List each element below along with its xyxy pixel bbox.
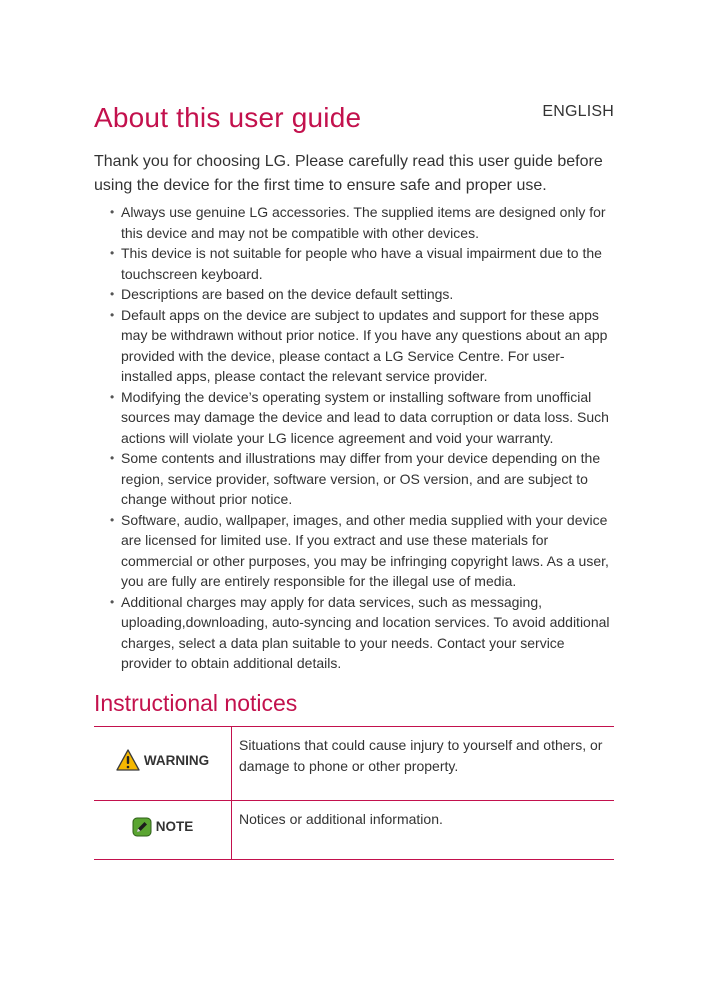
list-item: [94, 387, 614, 449]
list-item-text: Descriptions are based on the device default settings.: [121, 286, 454, 302]
list-item: [94, 202, 614, 243]
note-label: NOTE: [155, 819, 194, 835]
intro-paragraph: Thank you for choosing LG. Please carefully read this user guide before using the device for the first time to ensure safe and proper use.: [94, 153, 603, 194]
list-item: [94, 448, 614, 510]
warning-label-cell: [94, 726, 232, 800]
bullet-dot: •: [110, 287, 115, 301]
warning-description: Situations that could cause injury to yourself and others, or damage to phone or other property.: [232, 726, 615, 800]
language-label: ENGLISH: [542, 103, 614, 120]
guide-bullet-list: [94, 202, 614, 674]
list-item-text: This device is not suitable for people who have a visual impairment due to the touchscreen keyboard.: [121, 245, 602, 282]
bullet-dot: •: [110, 389, 115, 404]
list-item-text: Default apps on the device are subject to updates and support for these apps may be withdrawn without prior notice. If you have any questions about an app provided with the device, please contact a LG Service Centre. For user-installed apps, please contact the relevant service provider.: [121, 306, 608, 384]
list-item: [94, 243, 614, 284]
warning-triangle-icon: [116, 749, 140, 771]
note-pencil-icon: [132, 817, 152, 837]
notices-table: [94, 726, 614, 860]
list-item: [94, 510, 614, 592]
table-row: [94, 800, 614, 859]
list-item-text: Additional charges may apply for data services, such as messaging, uploading,downloading, auto-syncing and location services. To avoid additional charges, select a data plan suitable to your needs. Contact your service provider to obtain additional details.: [121, 593, 610, 671]
list-item-text: Always use genuine LG accessories. The supplied items are designed only for this device and may not be compatible with other devices.: [121, 204, 606, 241]
bullet-dot: •: [110, 246, 115, 260]
page-title: About this user guide: [94, 102, 362, 133]
list-item: [94, 305, 614, 387]
list-item: [94, 592, 614, 674]
note-label-cell: [94, 800, 232, 859]
list-item-text: Some contents and illustrations may differ from your device depending on the region, service provider, software version, or OS version, and are subject to change without prior notice.: [121, 450, 601, 507]
bullet-dot: •: [110, 512, 115, 527]
bullet-dot: •: [110, 307, 115, 322]
bullet-dot: •: [110, 594, 115, 609]
list-item: [94, 284, 614, 305]
list-item-text: Modifying the device’s operating system or installing software from unofficial sources may damage the device and lead to data corruption or data loss. Such actions will violate your LG licence agreement and void your warranty.: [121, 388, 609, 446]
section-title-instructional-notices: Instructional notices: [94, 689, 298, 716]
bullet-dot: •: [110, 451, 115, 465]
bullet-dot: •: [110, 205, 115, 219]
note-description: Notices or additional information.: [232, 800, 615, 859]
table-row: [94, 726, 614, 800]
warning-label: WARNING: [143, 752, 210, 768]
list-item-text: Software, audio, wallpaper, images, and other media supplied with your device are licensed for limited use. If you extract and use these materials for commercial or other purposes, you may be infringing copyright laws. As a user, you are fully are entirely responsible for the illegal use of media.: [121, 511, 609, 589]
page-content: [94, 100, 614, 860]
